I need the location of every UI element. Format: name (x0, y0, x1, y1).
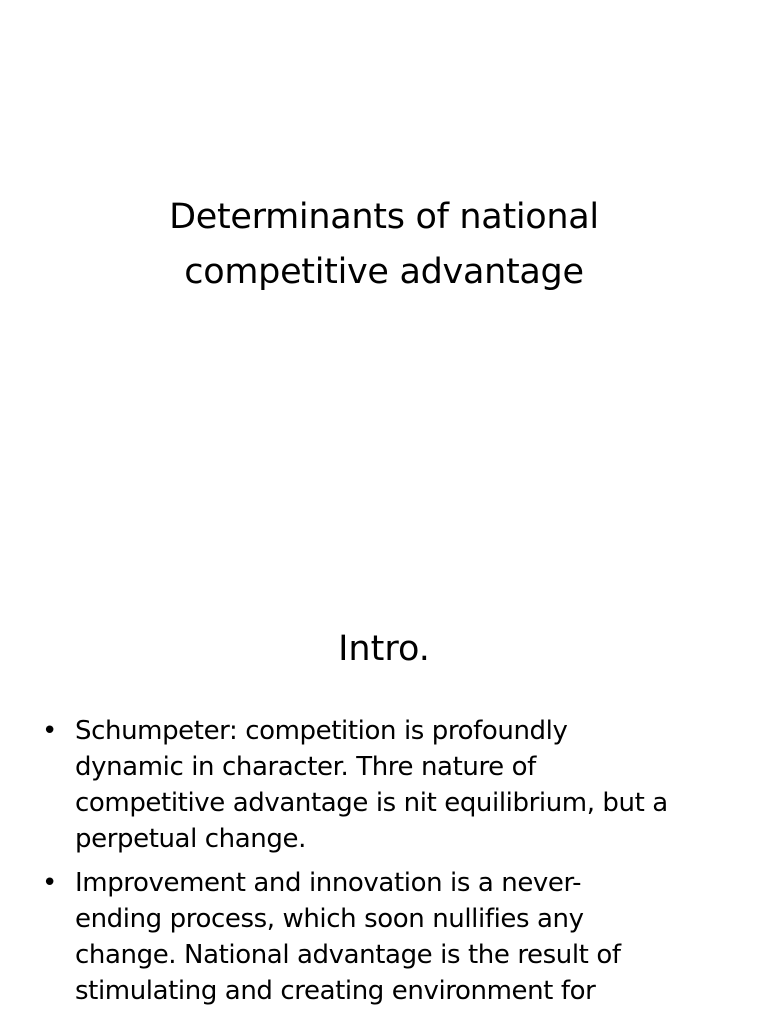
bullet-text-line: Schumpeter: competition is profoundly (75, 716, 568, 746)
intro-slide (0, 580, 768, 1024)
title-line: competitive advantage (184, 252, 584, 292)
bullet-text-line: competitive advantage is nit equilibrium, but a (75, 788, 668, 818)
bullet-text-line: stimulating and creating environment for (75, 976, 596, 1006)
bullet-list (42, 713, 742, 1017)
bullet-item (42, 713, 742, 857)
slide-heading: Intro. (338, 629, 430, 669)
bullet-item (42, 865, 742, 1009)
bullet-text-line: ending process, which soon nullifies any (75, 904, 584, 934)
title-line: Determinants of national (169, 197, 599, 237)
bullet-dot-icon: • (42, 868, 58, 898)
bullet-text-line: Improvement and innovation is a never- (75, 868, 582, 898)
bullet-text-line: change. National advantage is the result of (75, 940, 621, 970)
bullet-text-line: perpetual change. (75, 824, 306, 854)
bullet-dot-icon: • (42, 716, 58, 746)
bullet-text-line: dynamic in character. Thre nature of (75, 752, 536, 782)
slide-title (0, 190, 768, 300)
